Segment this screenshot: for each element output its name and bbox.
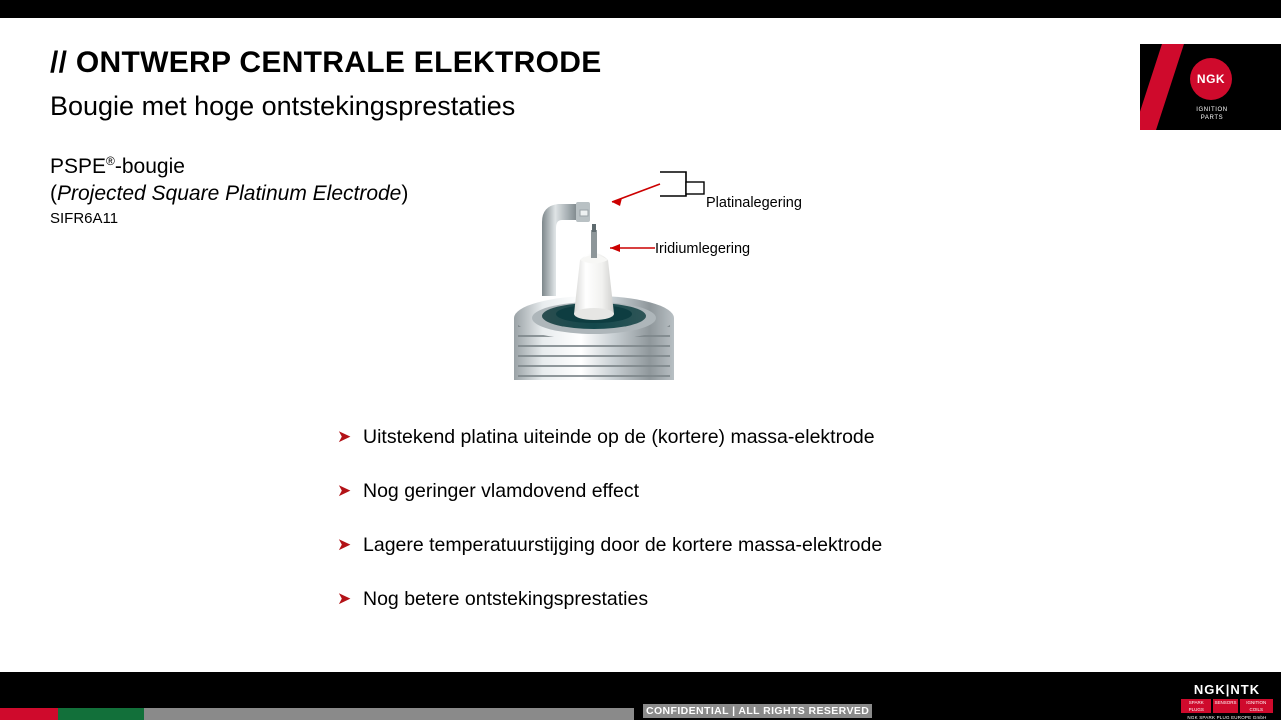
list-item-label: Nog betere ontstekingsprestaties [363, 588, 649, 610]
logo-red-stripe [1140, 44, 1184, 130]
registered-mark: ® [106, 154, 115, 168]
footer-logo [1181, 682, 1273, 720]
top-bar-right [1140, 0, 1281, 18]
footer-tag-1: SPARK PLUGS [1181, 699, 1211, 713]
caption-expansion: Projected Square Platinum Electrode [57, 182, 402, 205]
caption-paren-close: ) [401, 182, 409, 205]
arrow-bullet-icon: ➤ [337, 589, 352, 608]
logo-subtext [1180, 106, 1244, 122]
footer-tag-3: IGNITION COILS [1240, 699, 1274, 713]
logo-subtext-line1: IGNITION [1196, 107, 1228, 113]
strip-segment-red [0, 708, 58, 720]
ngk-logo-mark: NGK [1196, 72, 1226, 86]
product-caption [50, 148, 408, 207]
part-number: SIFR6A11 [50, 210, 119, 227]
spark-plug-graphic [488, 168, 700, 380]
footer-tag-strip [1181, 699, 1273, 713]
list-item [337, 586, 1157, 612]
strip-segment-grey [144, 708, 634, 720]
footer-brand: NGK|NTK [1193, 682, 1261, 697]
bullet-list [337, 424, 1157, 640]
arrow-bullet-icon: ➤ [337, 535, 352, 554]
list-item [337, 478, 1157, 504]
spark-plug-illustration [488, 168, 700, 380]
arrow-bullet-icon: ➤ [337, 427, 352, 446]
caption-line-1 [50, 148, 408, 180]
callout-label-platinum: Platinalegering [706, 195, 802, 211]
list-item-label: Uitstekend platina uiteinde op de (kortere) massa-elektrode [363, 426, 875, 448]
footer-company: NGK SPARK PLUG EUROPE GmbH [1187, 715, 1267, 720]
list-item [337, 532, 1157, 558]
footer-color-strip [0, 708, 1281, 720]
top-bar-left [0, 0, 1140, 18]
ngk-logo-block [1140, 44, 1281, 130]
callout-label-iridium: Iridiumlegering [655, 241, 751, 257]
list-item [337, 424, 1157, 450]
strip-segment-green [58, 708, 144, 720]
logo-subtext-line2: PARTS [1200, 115, 1224, 121]
caption-suffix: -bougie [114, 155, 185, 178]
arrow-bullet-icon: ➤ [337, 481, 352, 500]
page-title: // ONTWERP CENTRALE ELEKTRODE [50, 46, 602, 79]
caption-paren-open: ( [50, 182, 57, 205]
ngk-logo-icon [1190, 58, 1232, 100]
caption-prefix: PSPE [50, 155, 107, 178]
confidential-notice: CONFIDENTIAL | ALL RIGHTS RESERVED [643, 704, 872, 718]
list-item-label: Nog geringer vlamdovend effect [363, 480, 640, 502]
footer-tag-2: SENSORS [1213, 699, 1237, 713]
list-item-label: Lagere temperatuurstijging door de kortere massa-elektrode [363, 534, 883, 556]
page-subtitle: Bougie met hoge ontstekingsprestaties [50, 91, 516, 121]
caption-line-2 [50, 180, 408, 207]
